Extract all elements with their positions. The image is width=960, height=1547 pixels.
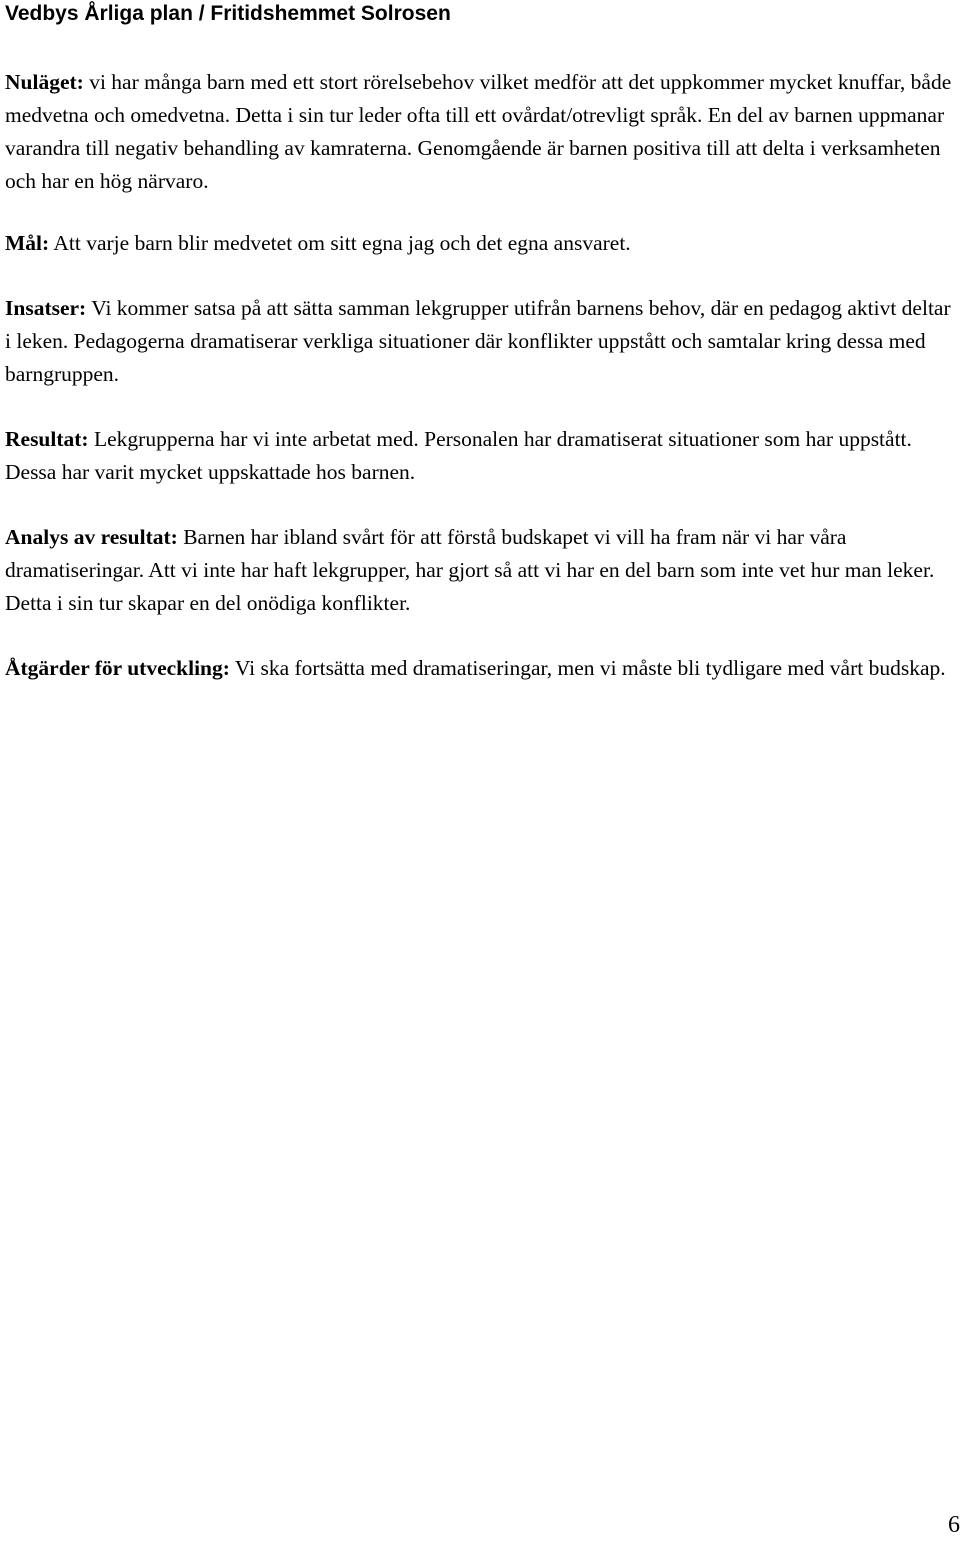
section-label: Mål: [5, 231, 50, 255]
section-text: vi har många barn med ett stort rörelsebehov vilket medför att det uppkommer mycket knuffar, både medvetna och omedvetna. Detta i sin tur leder ofta till ett ovårdat/otrevligt språk. En del av barnen uppmanar varandra till negativ behandling av kamraterna. Genomgående är barnen positiva till att delta i verksamheten och har en hög närvaro. [5, 70, 952, 193]
section-resultat [5, 423, 955, 489]
section-mal [5, 227, 955, 260]
section-nulaget [5, 66, 955, 198]
section-text: Att varje barn blir medvetet om sitt egna jag och det egna ansvaret. [49, 231, 631, 255]
section-text: Vi kommer satsa på att sätta samman lekgrupper utifrån barnens behov, där en pedagog aktivt deltar i leken. Pedagogerna dramatiserar verkliga situationer där konflikter uppstått och samtalar kring dessa med barngruppen. [5, 296, 951, 386]
section-text: Lekgrupperna har vi inte arbetat med. Personalen har dramatiserat situationer som har uppstått. Dessa har varit mycket uppskattade hos barnen. [5, 427, 912, 484]
section-label: Analys av resultat: [5, 525, 178, 549]
document-title: Vedbys Årliga plan / Fritidshemmet Solrosen [5, 2, 451, 25]
section-label: Nuläget: [5, 70, 84, 94]
section-text: Vi ska fortsätta med dramatiseringar, men vi måste bli tydligare med vårt budskap. [229, 656, 946, 680]
section-atgarder [5, 652, 955, 685]
section-label: Insatser: [5, 296, 87, 320]
section-text: Barnen har ibland svårt för att förstå budskapet vi vill ha fram när vi har våra dramatiseringar. Att vi inte har haft lekgrupper, har gjort så att vi har en del barn som inte vet hur man leker. Detta i sin tur skapar en del onödiga konflikter. [5, 525, 935, 615]
section-insatser [5, 292, 955, 391]
section-label: Resultat: [5, 427, 89, 451]
section-label: Åtgärder för utveckling: [5, 656, 230, 680]
page-number: 6 [948, 1512, 960, 1538]
section-analys [5, 521, 955, 620]
